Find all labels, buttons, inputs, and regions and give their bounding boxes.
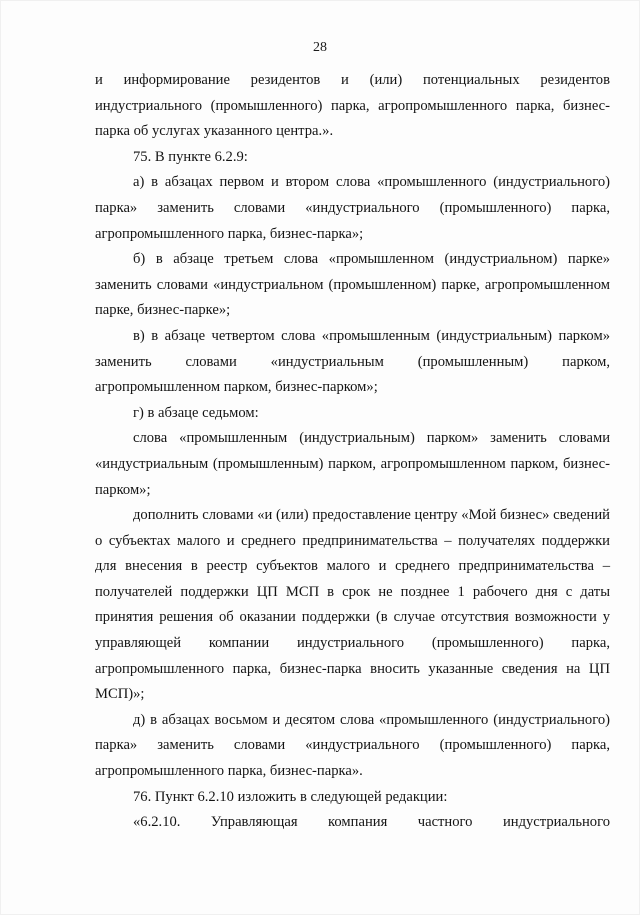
paragraph-subitem-v: в) в абзаце четвертом слова «промышленным (индустриальным) парком» заменить словами «индустриальным (промышленным) парком, агропромышленном парком, бизнес-парком»;: [95, 327, 610, 396]
paragraph-subitem-a: а) в абзацах первом и втором слова «промышленного (индустриального) парка» заменить словами «индустриального (промышленного) парка, агропромышленного парка, бизнес-парка»;: [95, 174, 610, 242]
paragraph-item-76: 76. Пункт 6.2.10 изложить в следующей редакции:: [133, 788, 448, 805]
paragraph-words-replace: слова «промышленным (индустриальным) парком» заменить словами «индустриальным (промышленным) парком, агропромышленном парком, бизнес-парком»;: [95, 430, 610, 498]
document-body: [95, 68, 610, 836]
page-number: 28: [313, 40, 327, 55]
paragraph-continuation: и информирование резидентов и (или) потенциальных резидентов индустриального (промышленного) парка, агропромышленного парка, бизнес-парка об услугах указанного центра.».: [95, 72, 610, 140]
paragraph-subitem-d: д) в абзацах восьмом и десятом слова «промышленного (индустриального) парка» заменить словами «индустриального (промышленного) парка, агропромышленного парка, бизнес-парка».: [95, 711, 610, 780]
paragraph-item-6-2-10: «6.2.10. Управляющая компания частного индустриального: [133, 814, 610, 831]
paragraph-item-75: 75. В пункте 6.2.9:: [133, 148, 248, 165]
paragraph-subitem-b: б) в абзаце третьем слова «промышленном (индустриальном) парке» заменить словами «индустриальном (промышленном) парке, агропромышленном парке, бизнес-парке»;: [95, 251, 610, 319]
paragraph-supplement: дополнить словами «и (или) предоставление центру «Мой бизнес» сведений о субъектах малого и среднего предпринимательства – получателях поддержки для внесения в реестр субъектов малого и среднего предпринимательства – получателей поддержки ЦП МСП в срок не позднее 1 рабочего дня с даты принятия решения об оказании поддержки (в случае отсутствия возможности у управляющей компании индустриального (промышленного) парка, агропромышленного парка, бизнес-парка вносить указанные сведения на ЦП МСП)»;: [95, 507, 610, 703]
paragraph-subitem-g: г) в абзаце седьмом:: [133, 404, 259, 421]
